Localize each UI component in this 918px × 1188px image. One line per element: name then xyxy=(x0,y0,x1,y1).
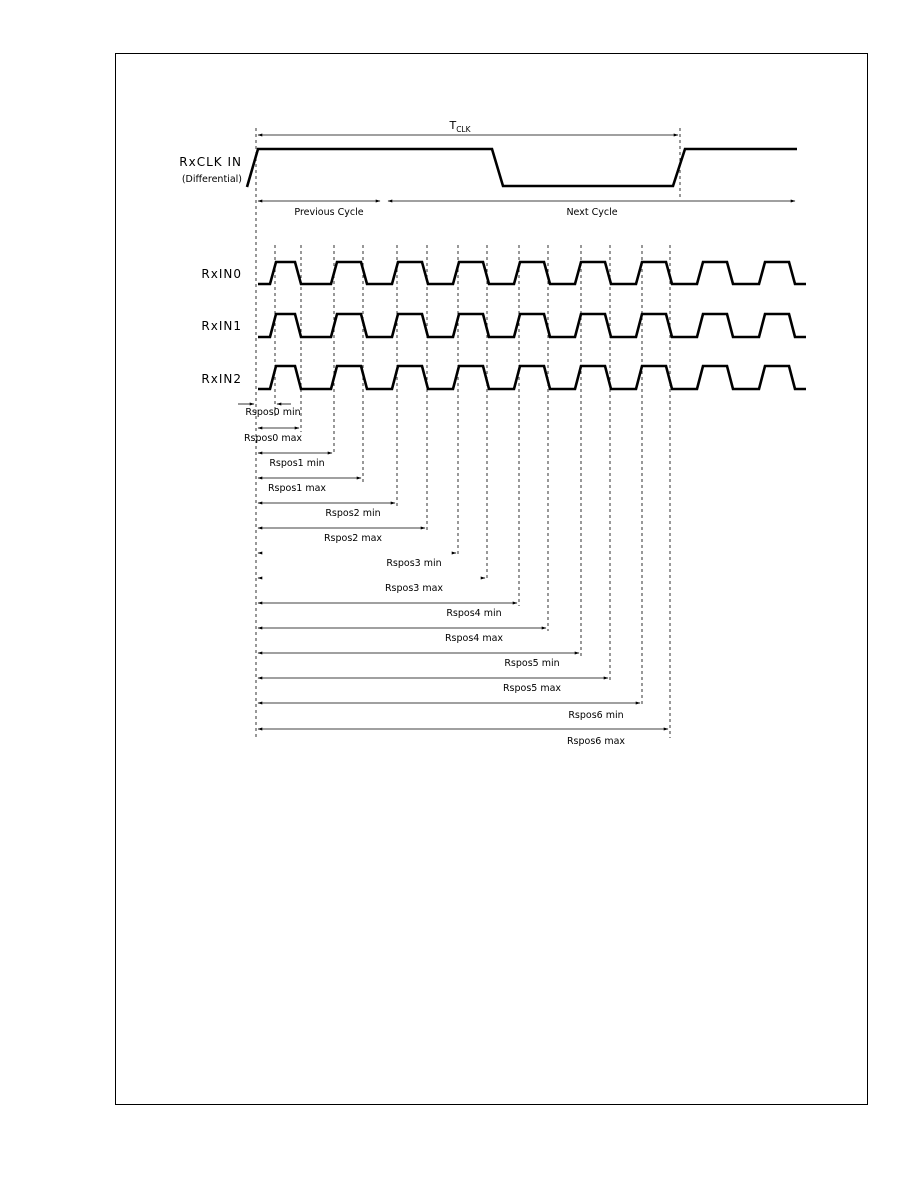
rspos3-min-label: Rspos3 min xyxy=(386,558,442,569)
rspos2-min-label: Rspos2 min xyxy=(325,508,381,519)
input-label-rxin1: RxIN1 xyxy=(201,319,242,333)
period-label: TCLK xyxy=(449,119,471,134)
clock-waveform xyxy=(247,149,797,187)
rspos4-min-label: Rspos4 min xyxy=(446,608,502,619)
clock-label: RxCLK IN xyxy=(179,155,242,169)
rxin1-waveform xyxy=(258,314,806,337)
clock-section xyxy=(179,119,797,738)
next-cycle-label: Next Cycle xyxy=(566,207,618,218)
rspos6-max-label: Rspos6 max xyxy=(566,736,626,747)
previous-cycle-label: Previous Cycle xyxy=(294,207,364,218)
input-label-rxin0: RxIN0 xyxy=(201,267,242,281)
strobe-position-markers xyxy=(238,245,670,747)
input-waveforms xyxy=(201,262,806,389)
clock-sublabel: (Differential) xyxy=(181,174,242,185)
rspos0-max-label: Rspos0 max xyxy=(243,433,303,444)
rspos1-max-label: Rspos1 max xyxy=(267,483,327,494)
rspos5-min-label: Rspos5 min xyxy=(504,658,560,669)
rxin2-waveform xyxy=(258,366,806,389)
rspos6-min-label: Rspos6 min xyxy=(568,710,624,721)
input-label-rxin2: RxIN2 xyxy=(201,372,242,386)
rspos2-max-label: Rspos2 max xyxy=(323,533,383,544)
rspos5-max-label: Rspos5 max xyxy=(502,683,562,694)
rspos0-min-label: Rspos0 min xyxy=(245,407,301,418)
rxin0-waveform xyxy=(258,262,806,284)
rspos3-max-label: Rspos3 max xyxy=(384,583,444,594)
rspos4-max-label: Rspos4 max xyxy=(444,633,504,644)
rspos1-min-label: Rspos1 min xyxy=(269,458,325,469)
